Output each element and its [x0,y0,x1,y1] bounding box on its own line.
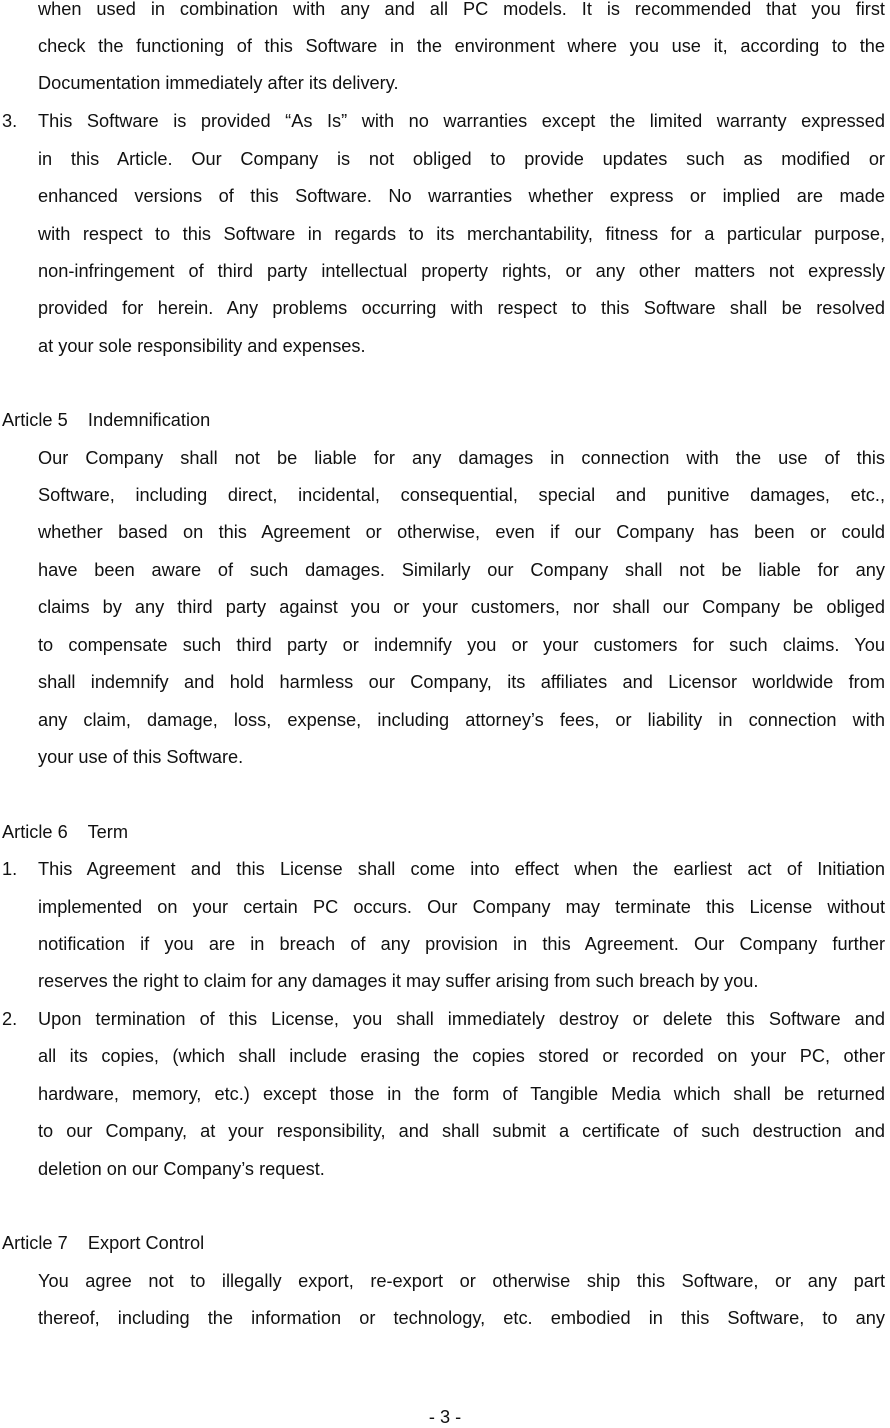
text-line: your use of this Software. [38,747,244,767]
page-number: - 3 - [428,1407,462,1427]
text-line: enhanced versions of this Software. No warranties whether express or implied are made [38,186,885,206]
text-line: notification if you are in breach of any provision in this Agreement. Our Company further [38,934,885,954]
text-line: have been aware of such damages. Similarly our Company shall not be liable for any [38,560,885,580]
item-number: 1. [2,859,18,879]
text-line: provided for herein. Any problems occurring with respect to this Software shall be resolved [38,298,885,318]
text-line: deletion on our Company’s request. [38,1159,325,1179]
text-line: with respect to this Software in regards to its merchantability, fitness for a particular purpose, [38,224,885,244]
text-line: claims by any third party against you or your customers, nor shall our Company be obliged [38,597,885,617]
article-heading: Article 6 Term [2,822,128,842]
text-line: shall indemnify and hold harmless our Company, its affiliates and Licensor worldwide from [38,672,885,692]
text-line: non-infringement of third party intellectual property rights, or any other matters not expressly [38,261,885,281]
text-line: This Agreement and this License shall come into effect when the earliest act of Initiation [38,859,885,879]
text-line: Documentation immediately after its delivery. [38,73,399,93]
text-line: Upon termination of this License, you shall immediately destroy or delete this Software and [38,1009,885,1029]
text-line: reserves the right to claim for any damages it may suffer arising from such breach by you. [38,971,759,991]
text-line: when used in combination with any and all PC models. It is recommended that you first [38,0,885,19]
text-line: at your sole responsibility and expenses. [38,336,366,356]
text-line: This Software is provided “As Is” with no warranties except the limited warranty expressed [38,111,885,131]
text-line: implemented on your certain PC occurs. Our Company may terminate this License without [38,897,885,917]
text-line: to compensate such third party or indemnify you or your customers for such claims. You [38,635,885,655]
text-line: in this Article. Our Company is not obliged to provide updates such as modified or [38,149,885,169]
text-line: Software, including direct, incidental, consequential, special and punitive damages, etc., [38,485,885,505]
text-line: to our Company, at your responsibility, and shall submit a certificate of such destruction and [38,1121,885,1141]
text-line: You agree not to illegally export, re-export or otherwise ship this Software, or any part [38,1271,885,1291]
text-line: all its copies, (which shall include erasing the copies stored or recorded on your PC, other [38,1046,885,1066]
text-line: whether based on this Agreement or otherwise, even if our Company has been or could [38,522,885,542]
text-line: Our Company shall not be liable for any damages in connection with the use of this [38,448,885,468]
text-line: hardware, memory, etc.) except those in the form of Tangible Media which shall be returned [38,1084,885,1104]
text-line: check the functioning of this Software in the environment where you use it, according to the [38,36,885,56]
item-number: 2. [2,1009,18,1029]
text-line: any claim, damage, loss, expense, including attorney’s fees, or liability in connection with [38,710,885,730]
article-heading: Article 5 Indemnification [2,410,211,430]
article-heading: Article 7 Export Control [2,1233,205,1253]
item-number: 3. [2,111,18,131]
text-line: thereof, including the information or technology, etc. embodied in this Software, to any [38,1308,885,1328]
